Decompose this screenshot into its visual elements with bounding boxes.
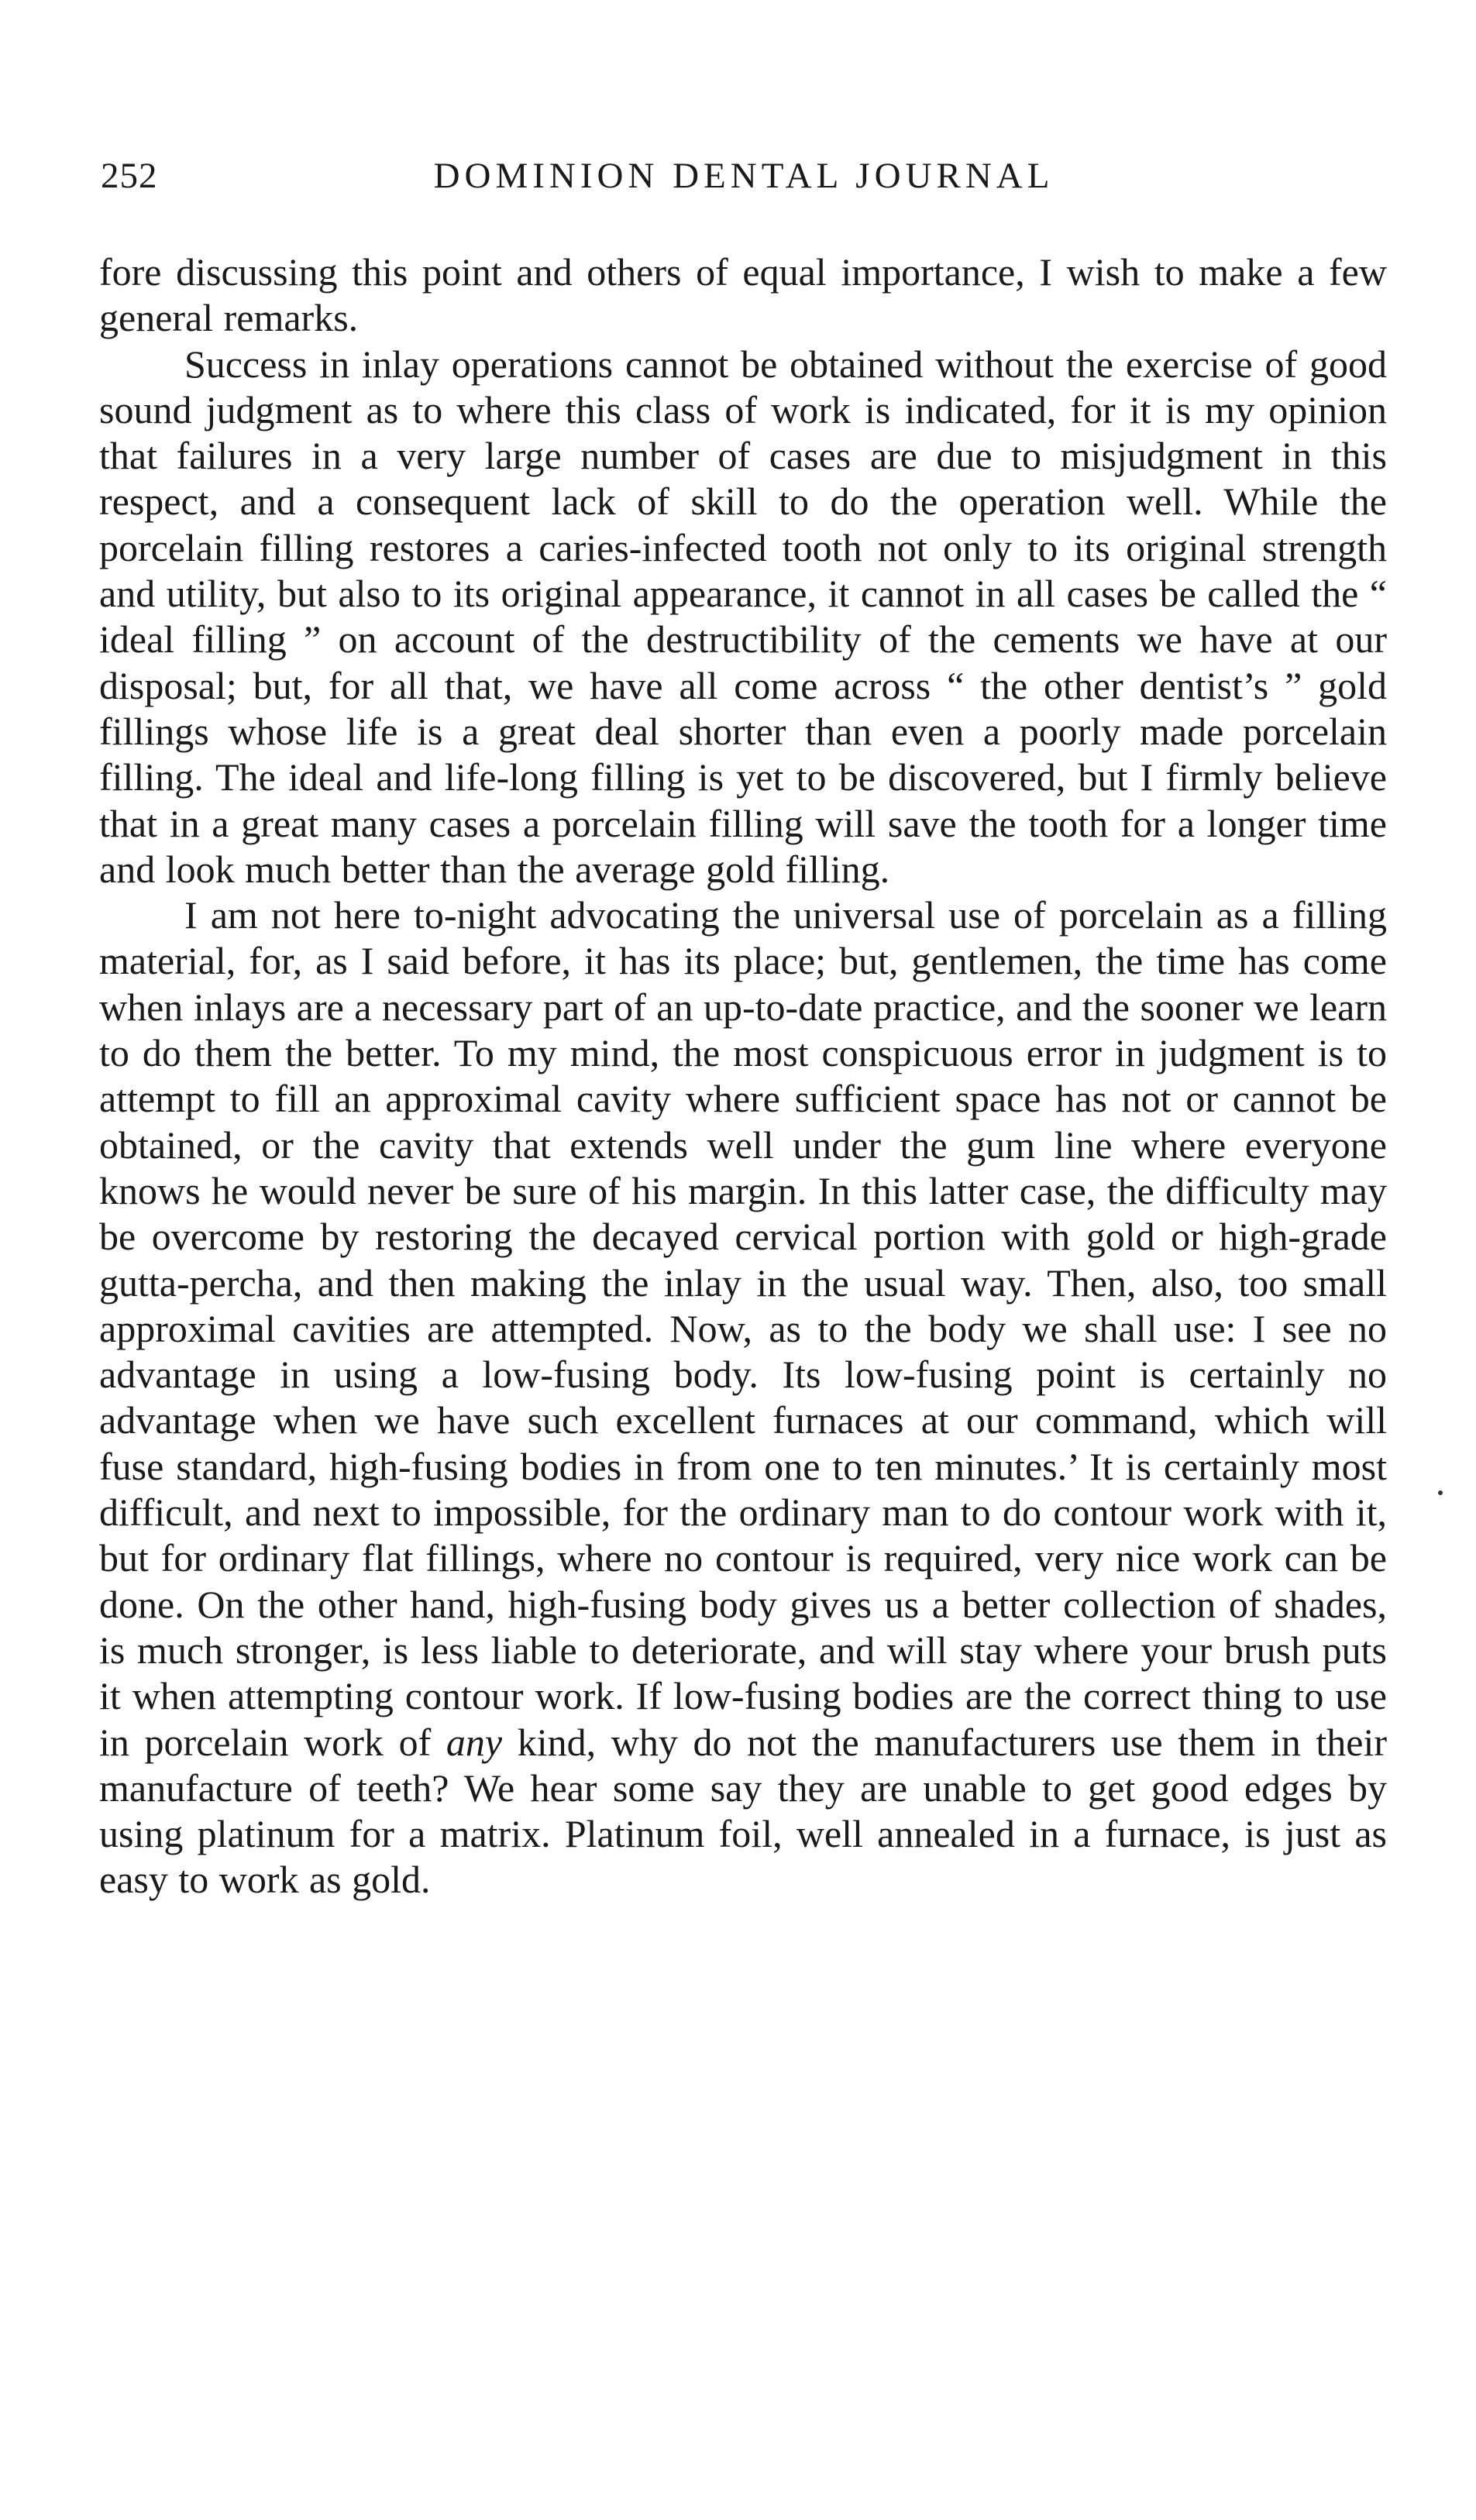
paragraph-continued: fore discussing this point and others of equal importance, I wish to make a few general remarks.: [99, 250, 1387, 340]
paragraph-success-in-inlay: Success in inlay operations cannot be obtained without the exercise of good sound judgment as to where this class of work is indicated, for it is my opinion that failures in a very large number of cases are due to misjudgment in this respect, and a consequent lack of skill to do the operation well. While the porcelain filling restores a caries-infected tooth not only to its original strength and utility, but also to its original appearance, it cannot in all cases be called the “ ideal filling ” on account of the destructibility of the cements we have at our disposal; but, for all that, we have all come across “ the other dentist’s ” gold fillings whose life is a great deal shorter than even a poorly made porcelain filling. The ideal and life-long filling is yet to be discovered, but I firmly believe that in a great many cases a porcelain filling will save the tooth for a longer time and look much better than the average gold filling.: [99, 342, 1387, 891]
paragraph-text-before-italic: I am not here to-night advocating the universal use of porcelain as a filling material, for, as I said before, it has its place; but, gentlemen, the time has come when inlays are a necessary part of an up-to-date practice, and the sooner we learn to do them the better. To my mind, the most conspicuous error in judgment is to attempt to fill an approximal cavity where sufficient space has not or cannot be obtained, or the cavity that extends well under the gum line where everyone knows he would never be sure of his margin. In this latter case, the difficulty may be overcome by restoring the decayed cervical portion with gold or high-grade gutta-percha, and then making the inlay in the usual way. Then, also, too small approximal cavities are attempted. Now, as to the body we shall use: I see no advantage in using a low-fusing body. Its low-fusing point is certainly no advantage when we have such excellent furnaces at our command, which will fuse standard, high-fusing bodies in from one to ten minutes.’ It is certainly most difficult, and next to impossible, for the ordinary man to do contour work with it, but for ordinary flat fillings, where no contour is required, very nice work can be done. On the other hand, high-fusing body gives us a better collection of shades, is much stronger, is less liable to deteriorate, and will stay where your brush puts it when attempting contour work. If low-fusing bodies are the correct thing to use in porcelain work of: [99, 893, 1387, 1764]
italic-word: any: [446, 1720, 503, 1764]
running-head: [101, 155, 1387, 205]
print-speck: [1438, 1490, 1443, 1495]
page-number: 252: [101, 156, 158, 196]
paragraph-text-after-italic: kind, why do not the manufacturers use them in their manufacture of teeth? We hear some say they are unable to get good edges by using platinum for a matrix. Platinum foil, well annealed in a furnace, is just as easy to work as gold.: [99, 1720, 1387, 1902]
body-text: [99, 249, 1387, 1903]
paragraph-not-advocating: [99, 892, 1387, 1903]
journal-title: DOMINION DENTAL JOURNAL: [433, 156, 1055, 196]
